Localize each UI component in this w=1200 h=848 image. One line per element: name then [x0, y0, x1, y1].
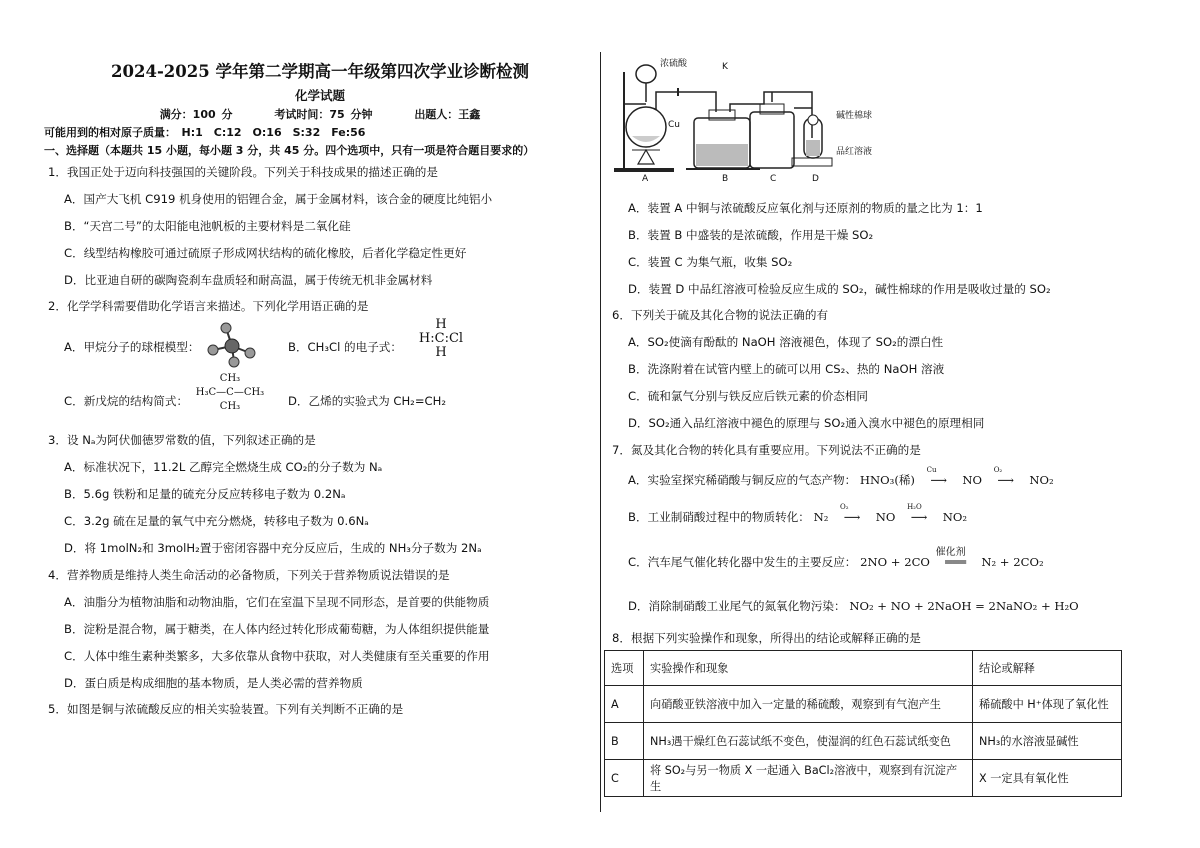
label-cu: Cu	[668, 120, 680, 130]
atomic-masses: 可能用到的相对原子质量： H:1 C:12 O:16 S:32 Fe:56	[44, 126, 366, 139]
column-divider	[600, 52, 601, 812]
section-heading: 一、选择题（本题共 15 小题，每小题 3 分，共 45 分。四个选项中，只有一项是符合题目要求的）	[44, 144, 535, 157]
q7-a-l1: Cu	[926, 466, 937, 474]
page-title: 2024-2025 学年第二学期高一年级第四次学业诊断检测	[111, 62, 529, 81]
ch3cl-electron-formula	[416, 318, 466, 360]
q3-option-a: A．标准状况下，11.2L 乙醇完全燃烧生成 CO₂的分子数为 Nₐ	[64, 460, 383, 474]
q5-option-d: D．装置 D 中品红溶液可检验反应生成的 SO₂，碱性棉球的作用是吸收过量的 SO₂	[628, 282, 1051, 296]
q1-option-c: C．线型结构橡胶可通过硫原子形成网状结构的硫化橡胶，后者化学稳定性更好	[64, 246, 467, 260]
q3-option-b: B．5.6g 铁粉和足量的硫充分反应转移电子数为 0.2Nₐ	[64, 487, 346, 501]
q6-option-c: C．硫和氯气分别与铁反应后铁元素的价态相同	[628, 389, 868, 403]
q6-option-d: D．SO₂通入品红溶液中褪色的原理与 SO₂通入溴水中褪色的原理相同	[628, 416, 985, 430]
author-info: 出题人：王鑫	[414, 108, 481, 121]
q7-option-a	[628, 466, 1054, 488]
q3-option-d: D．将 1molN₂和 3molH₂置于密闭容器中充分反应后，生成的 NH₃分子数为 2Nₐ	[64, 541, 482, 555]
q7-c-left: 2NO + 2CO	[860, 555, 930, 569]
electron-formula-mid: H:C:Cl	[418, 331, 464, 346]
page-subtitle: 化学试题	[294, 88, 345, 103]
row-a-conclusion: 稀硫酸中 H⁺体现了氧化性	[973, 686, 1122, 723]
q1-option-b: B．“天宫二号”的太阳能电池帆板的主要材料是二氧化硅	[64, 219, 351, 233]
exam-info	[44, 106, 596, 122]
q5-option-b: B．装置 B 中盛装的是浓硫酸，作用是干燥 SO₂	[628, 228, 874, 242]
table-header-row	[605, 651, 1122, 686]
row-b-option: B	[605, 723, 644, 760]
q7-b-formula	[813, 503, 968, 524]
q7-a-l2: O₂	[993, 466, 1003, 474]
q7-a-f3: NO₂	[1029, 473, 1054, 487]
q7-option-b	[628, 503, 968, 525]
label-alkaline-cotton: 碱性棉球	[836, 111, 873, 121]
equals-catalyst: 催化剂 ═══	[934, 555, 978, 569]
neopentane-structure	[190, 372, 270, 414]
q7-a-f2: NO	[962, 473, 982, 487]
q4-option-b: B．淀粉是混合物，属于糖类，在人体内经过转化形成葡萄糖，为人体组织提供能量	[64, 622, 490, 636]
methane-ball-stick-model	[204, 320, 260, 368]
table-row	[605, 686, 1122, 723]
neopentane-top: CH₃	[219, 373, 241, 384]
table-row	[605, 760, 1122, 797]
arrow-icon: ⟶ Cu	[926, 466, 947, 487]
q7-c-catalyst: 催化剂	[935, 547, 966, 558]
row-a-operation: 向硝酸亚铁溶液中加入一定量的稀硫酸，观察到有气泡产生	[644, 686, 973, 723]
q4-stem: 4．营养物质是维持人类生命活动的必备物质，下列关于营养物质说法错误的是	[48, 568, 450, 582]
q2-option-d: D．乙烯的实验式为 CH₂=CH₂	[288, 394, 446, 408]
q1-option-d: D．比亚迪自研的碳陶瓷刹车盘质轻和耐高温，属于传统无机非金属材料	[64, 273, 433, 287]
q8-stem: 8．根据下列实验操作和现象，所得出的结论或解释正确的是	[612, 631, 921, 645]
table-row	[605, 723, 1122, 760]
label-a: A	[642, 174, 649, 184]
q6-option-a: A．SO₂使滴有酚酞的 NaOH 溶液褪色，体现了 SO₂的漂白性	[628, 335, 944, 349]
apparatus-figure	[612, 52, 1082, 192]
header-conclusion: 结论或解释	[973, 651, 1122, 686]
q2-option-c: C．新戊烷的结构简式：	[64, 394, 189, 408]
q7-b-l1: O₂	[840, 503, 849, 511]
q8-table	[604, 650, 1122, 797]
label-k: K	[722, 62, 728, 72]
row-b-operation: NH₃遇干燥红色石蕊试纸不变色，使湿润的红色石蕊试纸变色	[644, 723, 973, 760]
q7-b-f2: NO	[875, 510, 896, 524]
q7-option-c	[628, 547, 1044, 570]
left-column	[44, 0, 596, 848]
arrow-icon: ⟶ O₂	[840, 503, 861, 524]
q7-option-d	[628, 598, 1079, 614]
time-info: 考试时间：75 分钟	[274, 108, 373, 121]
electron-formula-bot: H	[435, 345, 447, 360]
q7-d-text: D．消除制硝酸工业尾气的氮氧化物污染：	[628, 599, 846, 613]
q7-c-right: N₂ + 2CO₂	[981, 555, 1044, 569]
q5-option-c: C．装置 C 为集气瓶，收集 SO₂	[628, 255, 793, 269]
q2-option-a: A．甲烷分子的球棍模型：	[64, 340, 200, 354]
q3-option-c: C．3.2g 硫在足量的氧气中充分燃烧，转移电子数为 0.6Nₐ	[64, 514, 369, 528]
right-column	[612, 0, 1132, 848]
electron-formula-top: H	[435, 317, 447, 332]
row-c-conclusion: X 一定具有氧化性	[973, 760, 1122, 797]
q7-a-f1: HNO₃(稀)	[859, 473, 915, 487]
q7-a-formula	[859, 466, 1054, 487]
q1-option-a: A．国产大飞机 C919 机身使用的铝锂合金，属于金属材料，该合金的硬度比纯铝小	[64, 192, 493, 206]
row-c-option: C	[605, 760, 644, 797]
q4-option-d: D．蛋白质是构成细胞的基本物质，是人类必需的营养物质	[64, 676, 363, 690]
q4-option-a: A．油脂分为植物油脂和动物油脂，它们在室温下呈现不同形态，是首要的供能物质	[64, 595, 490, 609]
q7-stem: 7．氮及其化合物的转化具有重要应用。下列说法不正确的是	[612, 443, 921, 457]
row-a-option: A	[605, 686, 644, 723]
q7-d-equation: NO₂ + NO + 2NaOH = 2NaNO₂ + H₂O	[849, 599, 1079, 613]
row-c-operation: 将 SO₂与另一物质 X 一起通入 BaCl₂溶液中，观察到有沉淀产生	[644, 760, 973, 797]
score-info: 满分：100 分	[159, 108, 233, 121]
neopentane-bot: CH₃	[219, 401, 241, 412]
q7-b-f3: NO₂	[942, 510, 968, 524]
q7-a-text: A．实验室探究稀硝酸与铜反应的气态产物：	[628, 473, 857, 487]
q2-stem: 2．化学学科需要借助化学语言来描述。下列化学用语正确的是	[48, 299, 369, 313]
q1-stem: 1．我国正处于迈向科技强国的关键阶段。下列关于科技成果的描述正确的是	[48, 165, 438, 179]
q7-b-text: B．工业制硝酸过程中的物质转化：	[628, 510, 810, 524]
q5-option-a: A．装置 A 中铜与浓硫酸反应氧化剂与还原剂的物质的量之比为 1：1	[628, 201, 983, 215]
q3-stem: 3．设 Nₐ为阿伏伽德罗常数的值，下列叙述正确的是	[48, 433, 316, 447]
q6-option-b: B．洗涤附着在试管内壁上的硫可以用 CS₂、热的 NaOH 溶液	[628, 362, 945, 376]
q7-b-l2: H₂O	[907, 503, 922, 511]
row-b-conclusion: NH₃的水溶液显碱性	[973, 723, 1122, 760]
header-option: 选项	[605, 651, 644, 686]
q2-option-b: B．CH₃Cl 的电子式：	[288, 340, 402, 354]
q6-stem: 6．下列关于硫及其化合物的说法正确的有	[612, 308, 829, 322]
label-b: B	[722, 174, 729, 184]
arrow-icon: ⟶ H₂O	[907, 503, 928, 524]
q4-option-c: C．人体中维生素种类繁多，大多依靠从食物中获取，对人类健康有至关重要的作用	[64, 649, 490, 663]
q7-c-text: C．汽车尾气催化转化器中发生的主要反应：	[628, 555, 857, 569]
q7-b-f1: N₂	[813, 510, 829, 524]
label-c: C	[770, 174, 777, 184]
arrow-icon: ⟶ O₂	[993, 466, 1014, 487]
q5-stem: 5．如图是铜与浓硫酸反应的相关实验装置。下列有关判断不正确的是	[48, 702, 404, 716]
header-operation: 实验操作和现象	[644, 651, 973, 686]
neopentane-mid: H₃C—C—CH₃	[195, 387, 265, 398]
q7-c-formula	[860, 547, 1044, 569]
label-magenta-solution: 品红溶液	[836, 147, 873, 157]
label-d: D	[812, 174, 819, 184]
label-conc-sulfuric: 浓硫酸	[660, 59, 688, 69]
